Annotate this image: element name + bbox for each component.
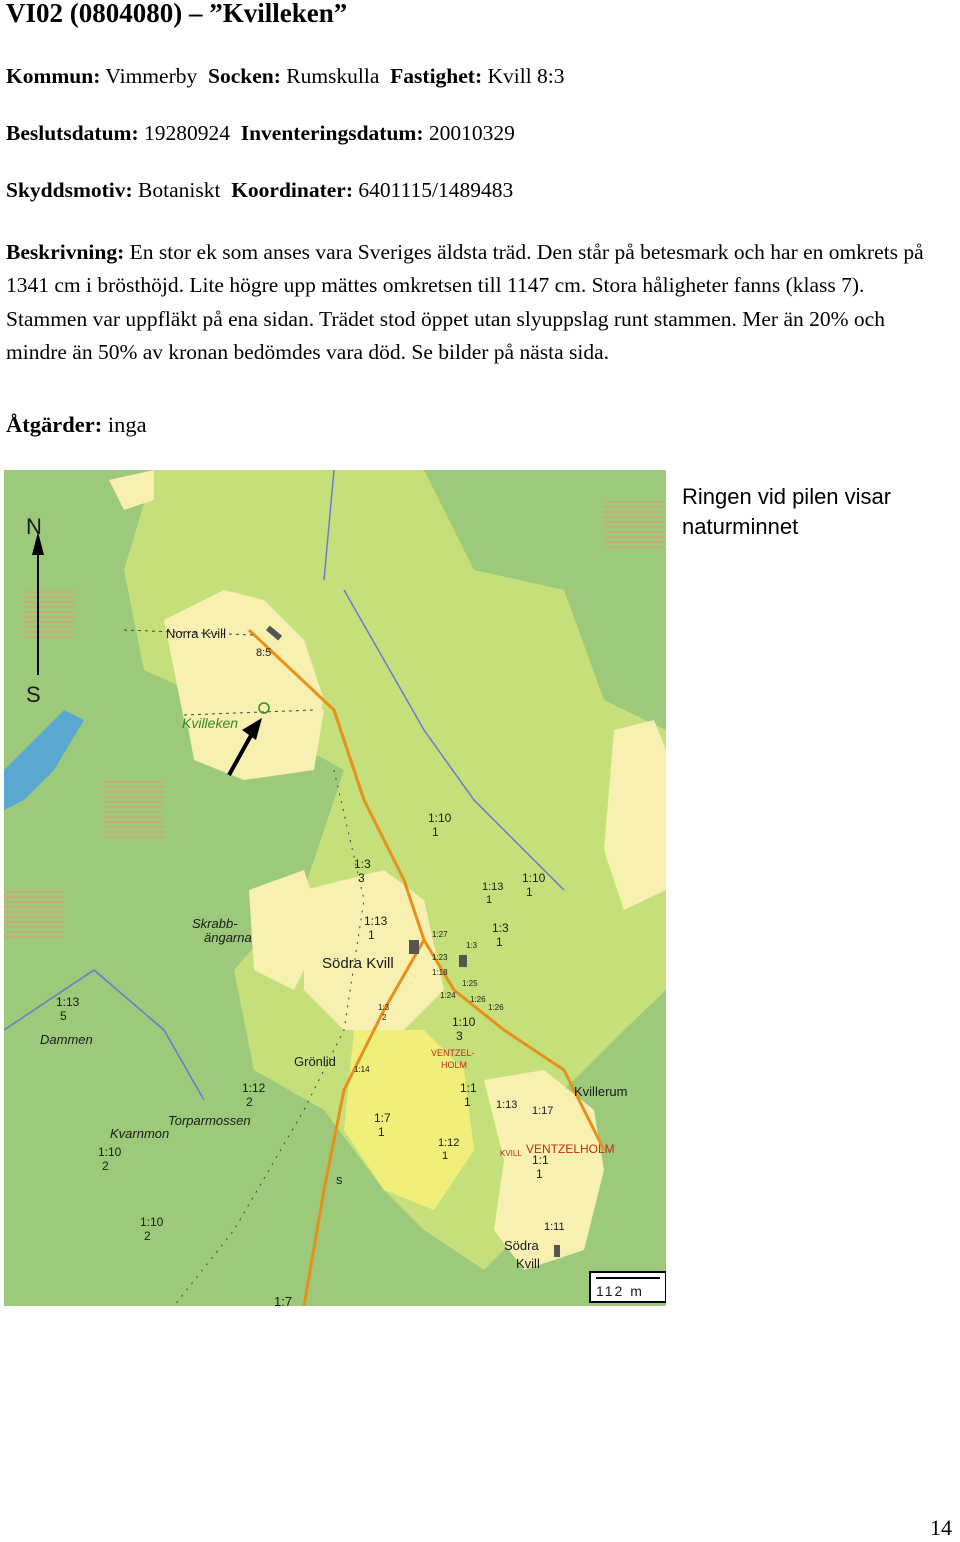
parcel-label: 1:3: [378, 1003, 390, 1012]
koordinater-value: 6401115/1489483: [358, 178, 514, 202]
parcel-label: 1:17: [532, 1105, 554, 1117]
place-sodra-kvill-2b: Kvill: [516, 1256, 540, 1271]
parcel-label: 2: [102, 1159, 109, 1173]
parcel-label: 1:24: [440, 991, 456, 1000]
page-number: 14: [930, 1515, 952, 1540]
parcel-label: 1:13: [56, 995, 80, 1009]
place-sodra-kvill-2a: Södra: [504, 1238, 539, 1253]
parcel-label: 2: [246, 1095, 253, 1109]
scale-bar-label: 112 m: [596, 1283, 644, 1299]
hatch-area-east: [604, 500, 664, 550]
map-caption: Ringen vid pilen visar naturminnet: [682, 484, 892, 539]
beskrivning-value: En stor ek som anses vara Sveriges äldsta träd. Den står på betesmark och har en omkrets på 1341 cm i brösthöjd. Lite högre upp mättes omkretsen till 1147 cm. Stora håligheter fanns (klass 7). Stammen var uppfläkt på ena sidan. Trädet stod öppet utan slyuppslag runt stammen. Mer än 20% och mindre än 50% av kronan bedömdes vara död. Se bilder på nästa sida.: [6, 240, 924, 365]
inventeringsdatum-label: Inventeringsdatum:: [240, 121, 424, 145]
kommun-value: Vimmerby: [105, 64, 198, 88]
parcel-label: 1:26: [488, 1003, 504, 1012]
parcel-label: 1:12: [242, 1081, 266, 1095]
parcel-label: 1:13: [496, 1099, 518, 1111]
parcel-label: 2: [144, 1229, 151, 1243]
place-norra-kvill: Norra Kvill: [166, 626, 226, 641]
parcel-label: 1:18: [432, 968, 448, 977]
parcel-label: 2: [382, 1013, 387, 1022]
parcel-label: 1:13: [364, 914, 388, 928]
hatch-area-middle: [104, 780, 164, 840]
place-ventzelholm: VENTZELHOLM: [526, 1142, 615, 1156]
parcel-label: 1:12: [438, 1137, 460, 1149]
place-torparmossen: Torparmossen: [168, 1113, 251, 1128]
beskrivning-label: Beskrivning:: [6, 240, 125, 264]
socken-value: Rumskulla: [286, 64, 380, 88]
parcel-label: 1:10: [522, 871, 546, 885]
parcel-label: 1: [378, 1125, 385, 1139]
atgarder-value: inga: [107, 412, 147, 437]
place-ventzelholm-small-1: VENTZEL-: [431, 1048, 475, 1058]
hatch-area-southwest: [4, 890, 64, 940]
place-dammen: Dammen: [40, 1032, 93, 1047]
skyddsmotiv-line: [6, 178, 513, 203]
parcel-label: 1: [442, 1150, 449, 1162]
parcel-label: 1: [526, 885, 533, 899]
kommun-line: [6, 64, 565, 89]
parcel-label: 1:3: [354, 857, 371, 871]
atgarder-line: [6, 412, 147, 438]
north-label: N: [26, 514, 42, 539]
parcel-label: 1:27: [432, 930, 448, 939]
parcel-label: 1:26: [470, 995, 486, 1004]
parcel-label: 1: [496, 935, 503, 949]
atgarder-label: Åtgärder:: [6, 412, 103, 437]
place-kvarnmon: Kvarnmon: [110, 1126, 170, 1141]
parcel-label: 1:23: [432, 953, 448, 962]
datum-line: [6, 121, 515, 146]
place-s-letter: s: [336, 1172, 343, 1187]
parcel-label: 1:1: [460, 1081, 477, 1095]
place-ventzelholm-small-2: HOLM: [441, 1060, 468, 1070]
parcel-label: 1:13: [482, 881, 504, 893]
place-skrabbangarna-1: Skrabb-: [192, 916, 238, 931]
parcel-label: 1:3: [492, 921, 509, 935]
fastighet-label: Fastighet:: [390, 64, 483, 88]
parcel-label: 3: [358, 871, 365, 885]
parcel-label: 1: [432, 825, 439, 839]
building: [409, 940, 419, 954]
place-kvilleken: Kvilleken: [182, 715, 239, 731]
place-kvill-small: KVILL: [500, 1149, 522, 1158]
beskrivning-paragraph: [6, 236, 936, 370]
inventeringsdatum-value: 20010329: [428, 121, 515, 145]
skyddsmotiv-value: Botaniskt: [138, 178, 221, 202]
socken-label: Socken:: [207, 64, 281, 88]
parcel-label: 1:11: [544, 1221, 565, 1233]
place-kvillerum: Kvillerum: [574, 1084, 628, 1099]
document-title: VI02 (0804080) – ”Kvilleken”: [6, 0, 348, 28]
place-skrabbangarna-2: ängarna: [204, 930, 252, 945]
place-gronlid: Grönlid: [294, 1054, 336, 1069]
parcel-label: 1:10: [98, 1145, 122, 1159]
building: [459, 955, 467, 967]
south-label: S: [26, 682, 41, 707]
place-sodra-kvill: Södra Kvill: [322, 955, 394, 972]
parcel-label: 3: [456, 1029, 463, 1043]
parcel-label: 1: [536, 1167, 543, 1181]
fastighet-value: Kvill 8:3: [487, 64, 565, 88]
parcel-label: 1:14: [354, 1065, 370, 1074]
parcel-label: 5: [60, 1009, 67, 1023]
parcel-label: 1:10: [452, 1015, 476, 1029]
location-map: [4, 470, 666, 1306]
kommun-label: Kommun:: [6, 64, 101, 88]
hatch-area-west: [24, 590, 74, 640]
parcel-label: 1:7: [274, 1294, 293, 1306]
beslutsdatum-value: 19280924: [143, 121, 230, 145]
parcel-label: 8:5: [256, 647, 272, 659]
building: [554, 1245, 560, 1257]
skyddsmotiv-label: Skyddsmotiv:: [6, 178, 133, 202]
parcel-label: 1:3: [466, 941, 478, 950]
koordinater-label: Koordinater:: [231, 178, 354, 202]
parcel-label: 1:10: [428, 811, 452, 825]
parcel-label: 1:1: [532, 1153, 549, 1167]
parcel-label: 1:25: [462, 979, 478, 988]
parcel-label: 1:7: [374, 1111, 391, 1125]
parcel-label: 1:10: [140, 1215, 164, 1229]
parcel-label: 1: [368, 928, 375, 942]
parcel-label: 1: [464, 1095, 471, 1109]
beslutsdatum-label: Beslutsdatum:: [6, 121, 139, 145]
parcel-label: 1: [486, 894, 493, 906]
